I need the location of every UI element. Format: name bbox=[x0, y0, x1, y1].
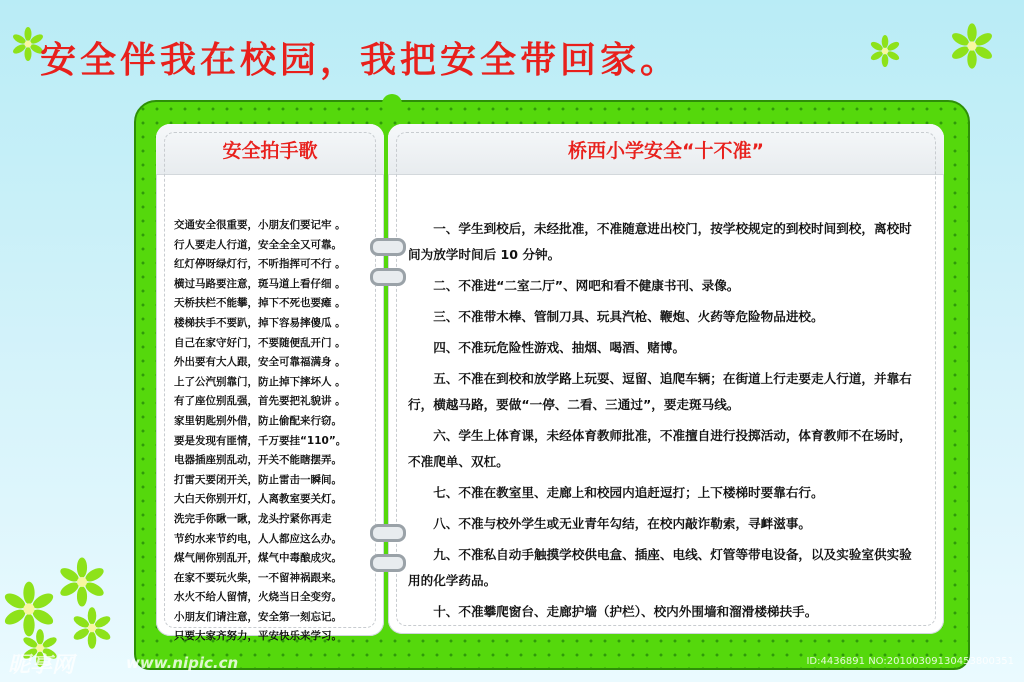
rule-item: 十、不准攀爬窗台、走廊护墙（护栏）、校内外围墙和溜滑楼梯扶手。 bbox=[433, 604, 818, 619]
poem-line: 楼梯扶手不要趴，掉下容易摔傻瓜 。 bbox=[174, 316, 346, 329]
flower-icon bbox=[70, 606, 114, 650]
rule-item: 二、不准进“二室二厅”、网吧和看不健康书刊、录像。 bbox=[433, 278, 740, 293]
binder-ring-icon bbox=[370, 554, 406, 572]
poem-line: 自己在家守好门，不要随便乱开门 。 bbox=[174, 336, 346, 349]
poem-line: 外出要有大人跟，安全可靠福满身 。 bbox=[174, 356, 346, 369]
right-page-title: 桥西小学安全“十不准” bbox=[388, 124, 944, 175]
poem-line: 节约水来节约电，人人都应这么办。 bbox=[174, 532, 342, 545]
poem-line: 在家不要玩火柴，一不留神祸跟来。 bbox=[174, 571, 342, 584]
binder-ring-icon bbox=[370, 524, 406, 542]
poem-line: 上了公汽别靠门，防止掉下摔坏人 。 bbox=[174, 375, 346, 388]
poem-line: 行人要走人行道，安全全全又可靠。 bbox=[174, 238, 342, 251]
poem-line: 横过马路要注意，斑马道上看仔细 。 bbox=[174, 277, 346, 290]
safety-clapping-song bbox=[174, 216, 374, 647]
poem-line: 交通安全很重要，小朋友们要记牢 。 bbox=[174, 219, 346, 231]
right-page bbox=[388, 124, 944, 634]
poem-line: 家里钥匙别外借，防止偷配来行窃。 bbox=[174, 414, 342, 427]
flower-icon bbox=[56, 556, 108, 608]
left-page bbox=[156, 124, 384, 643]
rule-item: 五、不准在到校和放学路上玩耍、逗留、追爬车辆；在街道上行走要走人行道，并靠右行，横越马路，要做“一停、二看、三通过”，要走斑马线。 bbox=[408, 371, 912, 412]
poem-line: 电器插座别乱动，开关不能瞎摆弄。 bbox=[174, 454, 342, 467]
rule-item: 一、学生到校后，未经批准，不准随意进出校门，按学校规定的到校时间到校，离校时间为放学时间后 10 分钟。 bbox=[408, 221, 912, 262]
rule-item: 八、不准与校外学生或无业青年勾结，在校内敲诈勒索，寻衅滋事。 bbox=[433, 516, 811, 531]
binder-ring-icon bbox=[370, 268, 406, 286]
left-page-title: 安全拍手歌 bbox=[156, 124, 384, 175]
poem-line: 打雷天要闭开关，防止雷击一瞬间。 bbox=[174, 473, 342, 486]
poem-line: 要是发现有匪情，千万要挂“110”。 bbox=[174, 434, 347, 447]
poem-line: 有了座位别乱强，首先要把礼貌讲 。 bbox=[174, 395, 346, 408]
poem-line: 洗完手你瞅一瞅，龙头拧紧你再走 bbox=[174, 512, 332, 525]
watermark-url: www.nipic.cn bbox=[126, 654, 239, 672]
poem-line: 只要大家齐努力，平安快乐来学习。 bbox=[174, 630, 342, 643]
poem-line: 煤气闸你别乱开，煤气中毒酿成灾。 bbox=[174, 552, 342, 565]
watermark-brand: 昵享网 bbox=[8, 653, 75, 678]
ten-rules-list bbox=[408, 216, 916, 630]
rule-item: 三、不准带木棒、管制刀具、玩具汽枪、鞭炮、火药等危险物品进校。 bbox=[433, 309, 824, 324]
poem-line: 红灯停呀绿灯行，不听指挥可不行 。 bbox=[174, 258, 346, 271]
page-headline: 安全伴我在校园，我把安全带回家。 bbox=[40, 40, 681, 81]
rule-item: 七、不准在教室里、走廊上和校园内追赶逗打；上下楼梯时要靠右行。 bbox=[433, 485, 824, 500]
rule-item: 六、学生上体育课，未经体育教师批准，不准擅自进行投掷活动，体育教师不在场时，不准爬单、双杠。 bbox=[408, 428, 912, 469]
flower-icon bbox=[948, 22, 996, 70]
poem-line: 大白天你别开灯，人离教室要关灯。 bbox=[174, 493, 342, 506]
notebook-frame bbox=[134, 100, 970, 670]
rule-item: 四、不准玩危险性游戏、抽烟、喝酒、赌博。 bbox=[433, 340, 686, 355]
rule-item: 九、不准私自动手触摸学校供电盒、插座、电线、灯管等带电设备，以及实验室供实验用的化学药品。 bbox=[408, 547, 912, 588]
flower-icon bbox=[868, 34, 902, 68]
poem-line: 天桥扶栏不能攀，掉下不死也要瘫 。 bbox=[174, 297, 346, 310]
poem-line: 水火不给人留情，火烧当日全变穷。 bbox=[174, 591, 342, 604]
binder-ring-icon bbox=[370, 238, 406, 256]
watermark-id: ID:4436891 NO:20100309130453800351 bbox=[806, 656, 1014, 667]
poem-line: 小朋友们请注意，安全第一刻忘记。 bbox=[174, 610, 342, 623]
